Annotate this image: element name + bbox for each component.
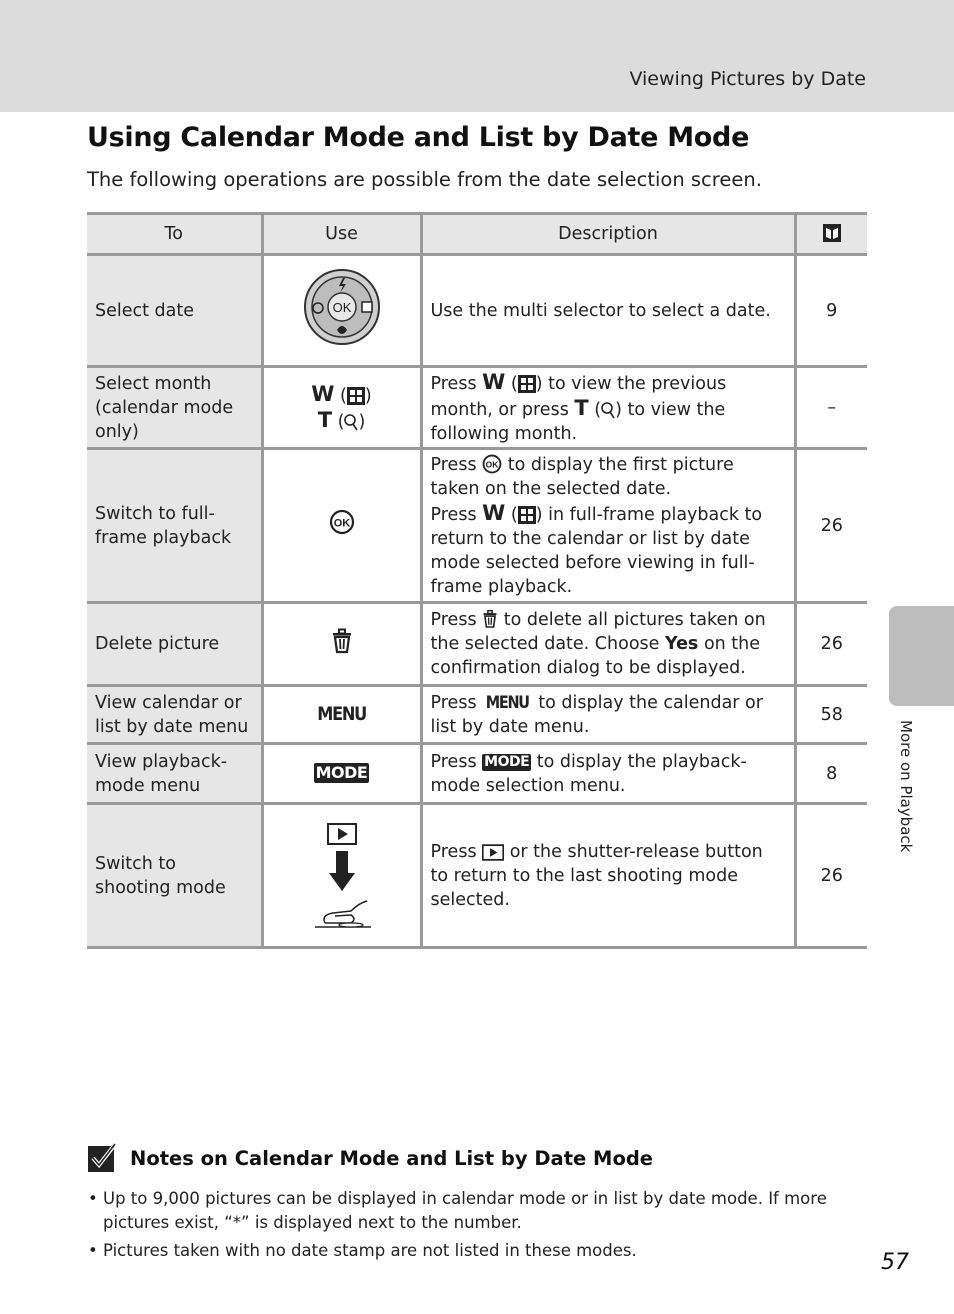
desc-press: Press (430, 454, 477, 475)
desc-a: to display the first picture taken on the selected date. (430, 454, 734, 499)
svg-text:OK: OK (333, 517, 350, 530)
desc-yes: Yes (665, 634, 699, 654)
row-description (421, 686, 795, 744)
table-row (87, 449, 867, 603)
row-use (262, 449, 421, 603)
row-use: W ( ) T ( ) (262, 367, 421, 449)
col-header-to: To (87, 214, 262, 255)
book-reference-icon (822, 223, 842, 243)
desc-press: Press (430, 373, 477, 394)
section-title: Viewing Pictures by Date (629, 68, 866, 90)
row-use (262, 603, 421, 686)
desc-w: W (482, 500, 506, 525)
table-row (87, 367, 867, 449)
desc-press2: Press (430, 504, 477, 525)
thumbnail-grid-icon (518, 375, 536, 393)
desc-t: T (574, 395, 589, 420)
desc-a: or the shutter-release button to return to the last shooting mode selected. (430, 841, 763, 910)
row-to: Select month (calendar mode only) (87, 367, 262, 449)
desc-mode: MODE (484, 753, 530, 770)
checkmark-note-icon (87, 1143, 117, 1173)
magnify-icon (344, 413, 358, 431)
col-header-page (795, 214, 867, 255)
notes-list (87, 1187, 867, 1263)
mode-button-label: MODE (315, 762, 368, 782)
svg-text:OK: OK (485, 458, 499, 469)
row-description: Press W ( ) to view the previous month, or press T ( ) to view the following month. (421, 367, 795, 449)
ok-button-icon (329, 509, 355, 535)
row-description (421, 744, 795, 804)
row-description: Press OK to display the first picture taken on the selected date. Press W ( ) in full-frame playback to return to the calendar or list by date mode selected before viewing in full-frame playback. (421, 449, 795, 603)
row-use (262, 804, 421, 948)
desc-press: Press (430, 610, 477, 630)
notes-header (87, 1143, 867, 1173)
row-page: 58 (795, 686, 867, 744)
magnify-icon (601, 401, 615, 419)
list-item: • Up to 9,000 pictures can be displayed in calendar mode or in list by date mode. If more pictures exist, “*” is displayed next to the number. (87, 1187, 867, 1235)
row-description: Use the multi selector to select a date. (421, 255, 795, 367)
row-to: Switch to full-frame playback (87, 449, 262, 603)
row-page: 26 (795, 804, 867, 948)
table-row (87, 255, 867, 367)
svg-text:OK: OK (332, 300, 351, 315)
desc-press: Press (430, 751, 477, 772)
page-title: Using Calendar Mode and List by Date Mode (87, 122, 750, 153)
desc-press: Press (430, 692, 477, 713)
header-band (0, 0, 954, 112)
desc-b: in full-frame playback to return to the calendar or list by date mode selected before viewing in full-frame playback. (430, 504, 763, 597)
row-to: Delete picture (87, 603, 262, 686)
row-to: Select date (87, 255, 262, 367)
row-page: 9 (795, 255, 867, 367)
row-use (262, 255, 421, 367)
table-row (87, 804, 867, 948)
col-header-description: Description (421, 214, 795, 255)
shutter-press-icon (311, 897, 373, 929)
desc-menu: MENU (485, 692, 529, 713)
page-number: 57 (881, 1250, 909, 1275)
thumbnail-grid-icon (347, 387, 365, 405)
col-header-use: Use (262, 214, 421, 255)
intro-text: The following operations are possible from the date selection screen. (87, 168, 762, 191)
table-row (87, 686, 867, 744)
desc-b: on the confirmation dialog to be displayed. (430, 634, 761, 678)
desc-press: Press (430, 841, 477, 862)
ok-button-icon (482, 454, 502, 474)
list-item: • Pictures taken with no date stamp are not listed in these modes. (87, 1239, 867, 1263)
side-tab-label: More on Playback (897, 720, 915, 853)
table-header-row (87, 214, 867, 255)
row-description (421, 603, 795, 686)
down-arrow-icon (329, 851, 355, 891)
side-tab (889, 606, 954, 706)
table-row (87, 744, 867, 804)
trash-icon (331, 628, 353, 654)
desc-w: W (482, 369, 506, 394)
row-page: 26 (795, 449, 867, 603)
row-use (262, 744, 421, 804)
menu-button-label: MENU (317, 703, 366, 725)
operations-table (87, 212, 867, 949)
row-to: View playback-mode menu (87, 744, 262, 804)
trash-icon (482, 609, 498, 629)
playback-button-icon (482, 844, 504, 861)
row-description (421, 804, 795, 948)
multi-selector-icon (303, 268, 381, 346)
w-button-label: W (311, 381, 335, 406)
desc-a: to display the calendar or list by date menu. (430, 692, 763, 737)
desc-mid: to view the previous month, or press (430, 373, 727, 420)
desc-a: to display the playback-mode selection menu. (430, 751, 747, 796)
row-page: 8 (795, 744, 867, 804)
notes-section (87, 1143, 867, 1267)
table-row (87, 603, 867, 686)
desc-end: to view the following month. (430, 399, 726, 444)
row-to: Switch to shooting mode (87, 804, 262, 948)
desc-a: to delete all pictures taken on the selected date. Choose (430, 610, 766, 654)
row-page: – (795, 367, 867, 449)
t-button-label: T (317, 407, 333, 432)
thumbnail-grid-icon (518, 506, 536, 524)
row-to: View calendar or list by date menu (87, 686, 262, 744)
playback-button-icon (327, 823, 357, 845)
row-use (262, 686, 421, 744)
notes-title: Notes on Calendar Mode and List by Date Mode (130, 1146, 654, 1170)
row-page: 26 (795, 603, 867, 686)
